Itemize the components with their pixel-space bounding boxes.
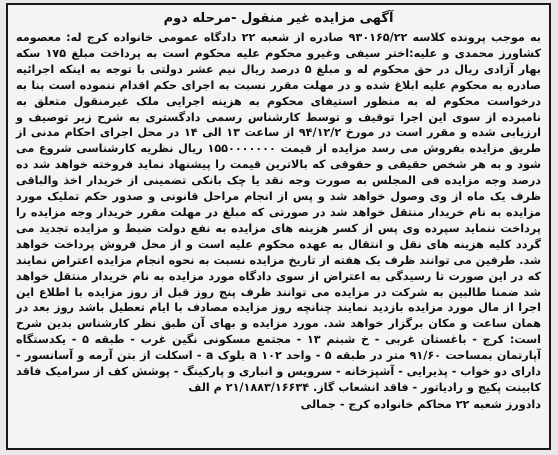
notice-title: آگهی مزایده غیر منقول -مرحله دوم [163, 11, 394, 26]
notice-signature: دادورز شعبه ۲۲ محاکم خانواده کرج - جمالی [300, 397, 541, 411]
notice-body: به موجب پرونده کلاسه ۹۳۰۱۶۵/۲۲ صادره از شعبه ۲۲ دادگاه عمومی خانواده کرج له: معصومه کشاورز محمدی و علیه:اختر سیفی وغیرو محکوم علیه محکوم است به پرداخت مبلغ ۱۷۵ سکه بهار آزادی ریال در حق محکوم له و مبلغ ۵ درصد ریال نیم عشر دولتی با توجه به اینکه اجرائیه صادره به محکوم علیه ابلاغ شده و در مهلت مقرر نسبت به اجرای حکم اقدام ننموده است بنا به درخواست محکوم له به منظور استیفای محکوم به هزینه اجرایی ملک غیرمنقول متعلق به نامبرده از سوی این اجرا توقیف و توسط کارشناس رسمی دادگستری به شرح زیر توصیف و ارزیابی شده و مقرر است در مورخ ۹۴/۱۲/۲ از ساعت ۱۳ الی ۱۴ در محل اجرای احکام مدنی از طریق مزایده بفروش می رسد مزایده از قیمت ۱۵۵۰۰۰۰۰۰۰ ریال نظریه کارشناسی شروع می شود و به هر شخص حقیقی و حقوقی که بالاترین قیمت را پیشنهاد نماید فروخته خواهد شد ده درصد وجه مزایده فی المجلس به صورت وجه نقد یا چک بانکی تضمینی از خریدار اخذ والباقی ظرف یک ماه از وی وصول خواهد شد و پس از انجام مراحل قانونی و صدور حکم تملیک مورد مزایده به نام خریدار منتقل خواهد شد در صورتی که مبلغ در مهلت مقرر خریدار وجه مزایده را پرداخت ننماید سپرده وی پس از کسر هزینه های مزایده به نفع دولت ضبط و مزایده تجدید می گردد کلیه هزینه های نقل و انتقال به عهده محکوم علیه است و از محل فروش پرداخت خواهد شد. طرفین می توانند ظرف یک هفته از تاریخ مزایده نسبت به نحوه انجام مزایده اعتراض نمایند که در این صورت تا رسیدگی به اعتراض از سوی دادگاه مورد مزایده به نام خریدار منتقل خواهد شد ضمنا طالبین به شرکت در مزایده می توانند ظرف پنج روز قبل از روز مزایده با اطلاع این اجرا از مال مورد مزایده بازدید نمایند چنانچه روز مزایده مصادف با ایام تعطیل باشد روز بعد در همان ساعت و مکان برگزار خواهد شد. مورد مزایده و بهای آن طبق نظر کارشناس بدین شرح است: کرج - باغستان غربی - خ شبنم ۱۳ - مجتمع مسکونی نگین غرب - طبقه ۵ - یکدستگاه آپارتمان بمساحت ۹۱/۶۰ متر در طبقه ۵ - واحد ۱۰۲ a بلوک a - اسکلت از بتن آرمه و آسانسور - دارای دو خواب - پذیرایی - آشپزخانه - سرویس و انباری و پارکینگ - پوشش کف از سرامیک فاقد کابینت پکیج و رادیاتور - فاقد انشعاب گاز. ۲۱/۱۸۸۳/۱۶۶۳۴ م الف [16, 31, 542, 394]
auction-notice-clipping [6, 3, 551, 450]
